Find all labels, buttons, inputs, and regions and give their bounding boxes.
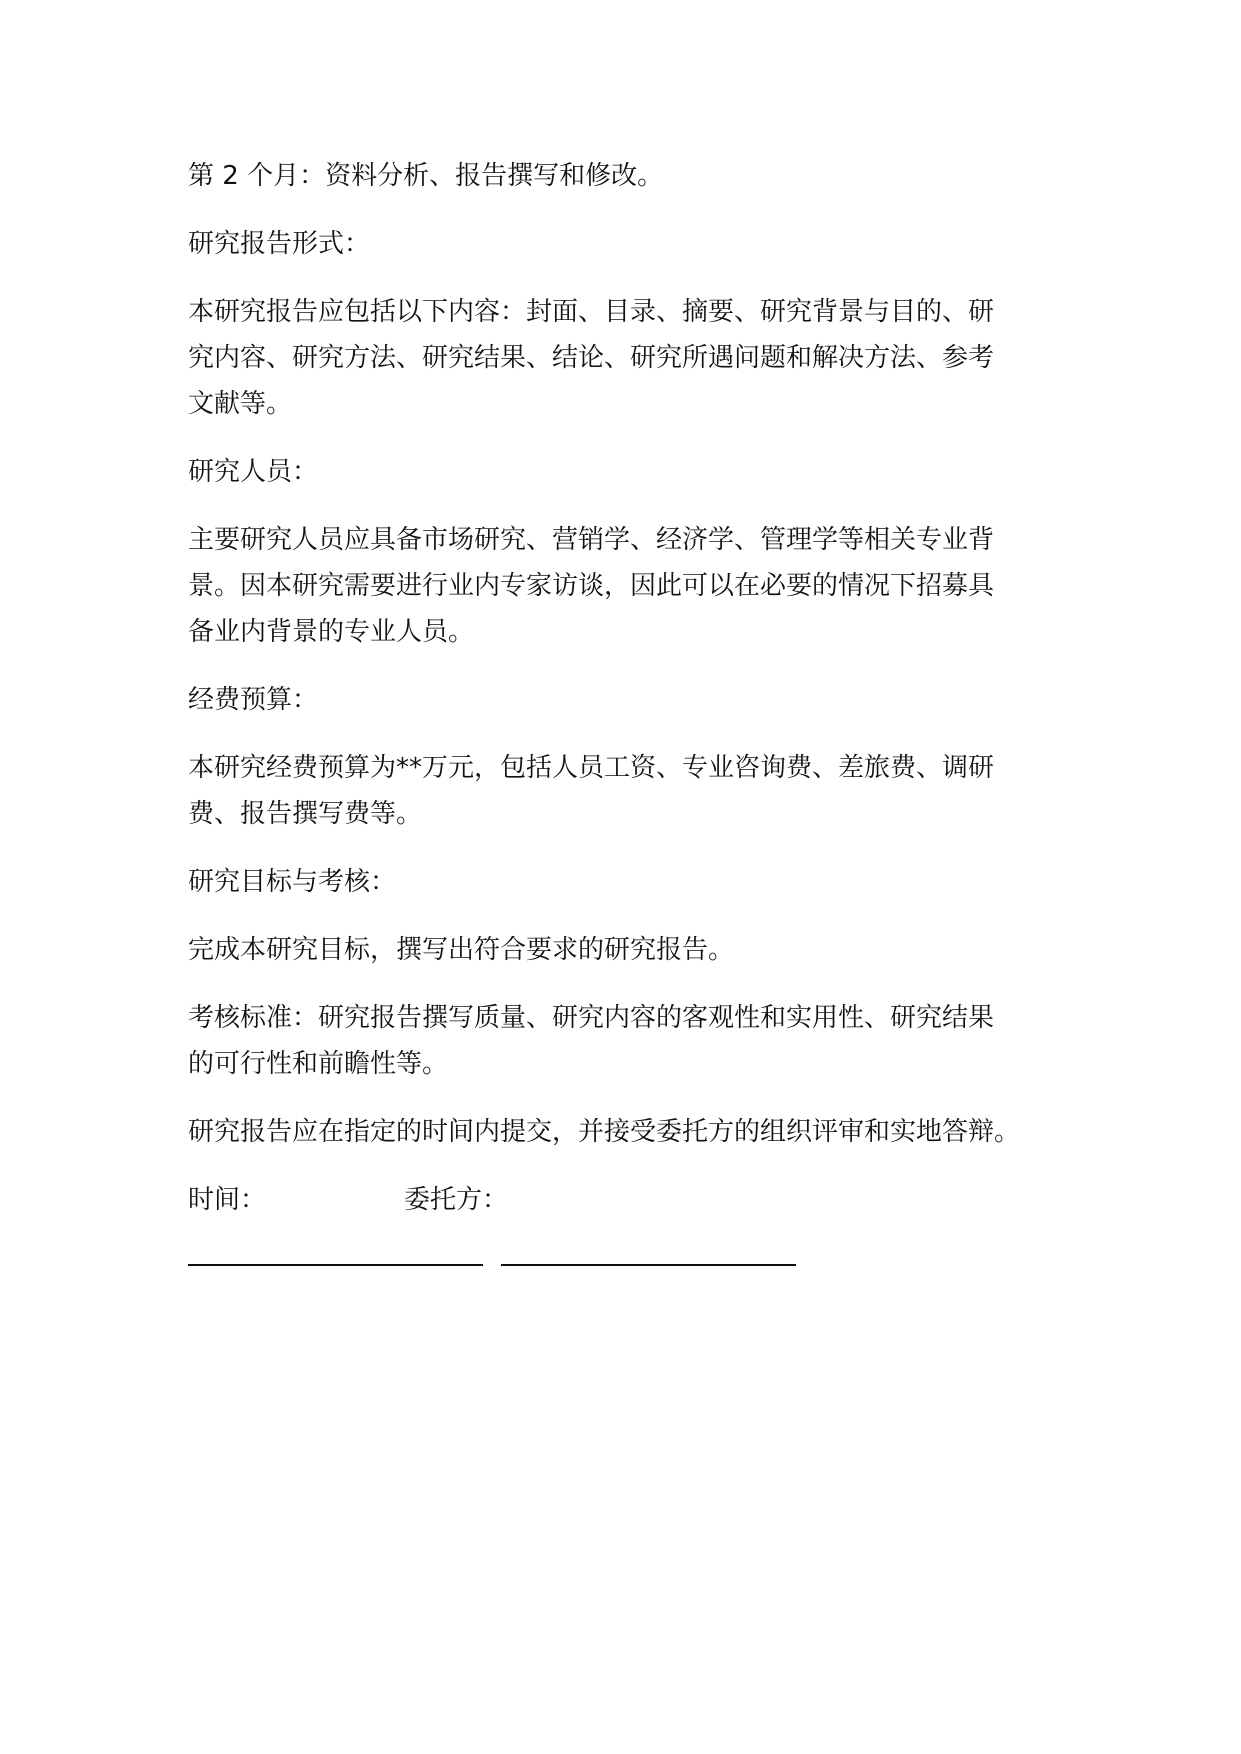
text-line: 研究报告形式： <box>188 229 371 259</box>
text-line: 第 2 个月：资料分析、报告撰写和修改。 <box>188 161 664 191</box>
paragraph-submission <box>188 1109 1068 1155</box>
heading-goals-assessment <box>188 859 1068 905</box>
heading-report-format <box>188 221 1068 267</box>
text-line: 研究人员： <box>188 457 319 487</box>
text-line: 本研究经费预算为**万元，包括人员工资、专业咨询费、差旅费、调研 <box>188 753 995 783</box>
text-line: 备业内背景的专业人员。 <box>188 617 475 647</box>
paragraph-assessment-criteria <box>188 995 1068 1087</box>
paragraph-researchers <box>188 517 1068 655</box>
client-label: 委托方： <box>404 1185 509 1215</box>
text-line: 完成本研究目标，撰写出符合要求的研究报告。 <box>188 935 735 965</box>
paragraph-month-2 <box>188 153 1068 199</box>
paragraph-goals <box>188 927 1068 973</box>
paragraph-budget <box>188 745 1068 837</box>
time-label: 时间： <box>188 1185 267 1215</box>
text-line: 考核标准：研究报告撰写质量、研究内容的客观性和实用性、研究结果 <box>188 1003 995 1033</box>
text-line: 费、报告撰写费等。 <box>188 799 423 829</box>
time-signature-line <box>188 1264 483 1266</box>
document-body <box>188 153 1068 1223</box>
client-signature-line <box>501 1264 796 1266</box>
text-line: 的可行性和前瞻性等。 <box>188 1049 449 1079</box>
paragraph-report-contents <box>188 289 1068 427</box>
heading-budget <box>188 677 1068 723</box>
text-line: 研究报告应在指定的时间内提交，并接受委托方的组织评审和实地答辩。 <box>188 1117 1021 1147</box>
text-line: 经费预算： <box>188 685 319 715</box>
text-line: 究内容、研究方法、研究结果、结论、研究所遇问题和解决方法、参考 <box>188 343 995 373</box>
signature-row <box>188 1177 1068 1223</box>
signature-lines <box>188 1264 796 1266</box>
text-line: 主要研究人员应具备市场研究、营销学、经济学、管理学等相关专业背 <box>188 525 995 555</box>
heading-researchers <box>188 449 1068 495</box>
text-line: 研究目标与考核： <box>188 867 397 897</box>
text-line: 文献等。 <box>188 389 293 419</box>
text-line: 景。因本研究需要进行业内专家访谈，因此可以在必要的情况下招募具 <box>188 571 995 601</box>
text-line: 本研究报告应包括以下内容：封面、目录、摘要、研究背景与目的、研 <box>188 297 995 327</box>
